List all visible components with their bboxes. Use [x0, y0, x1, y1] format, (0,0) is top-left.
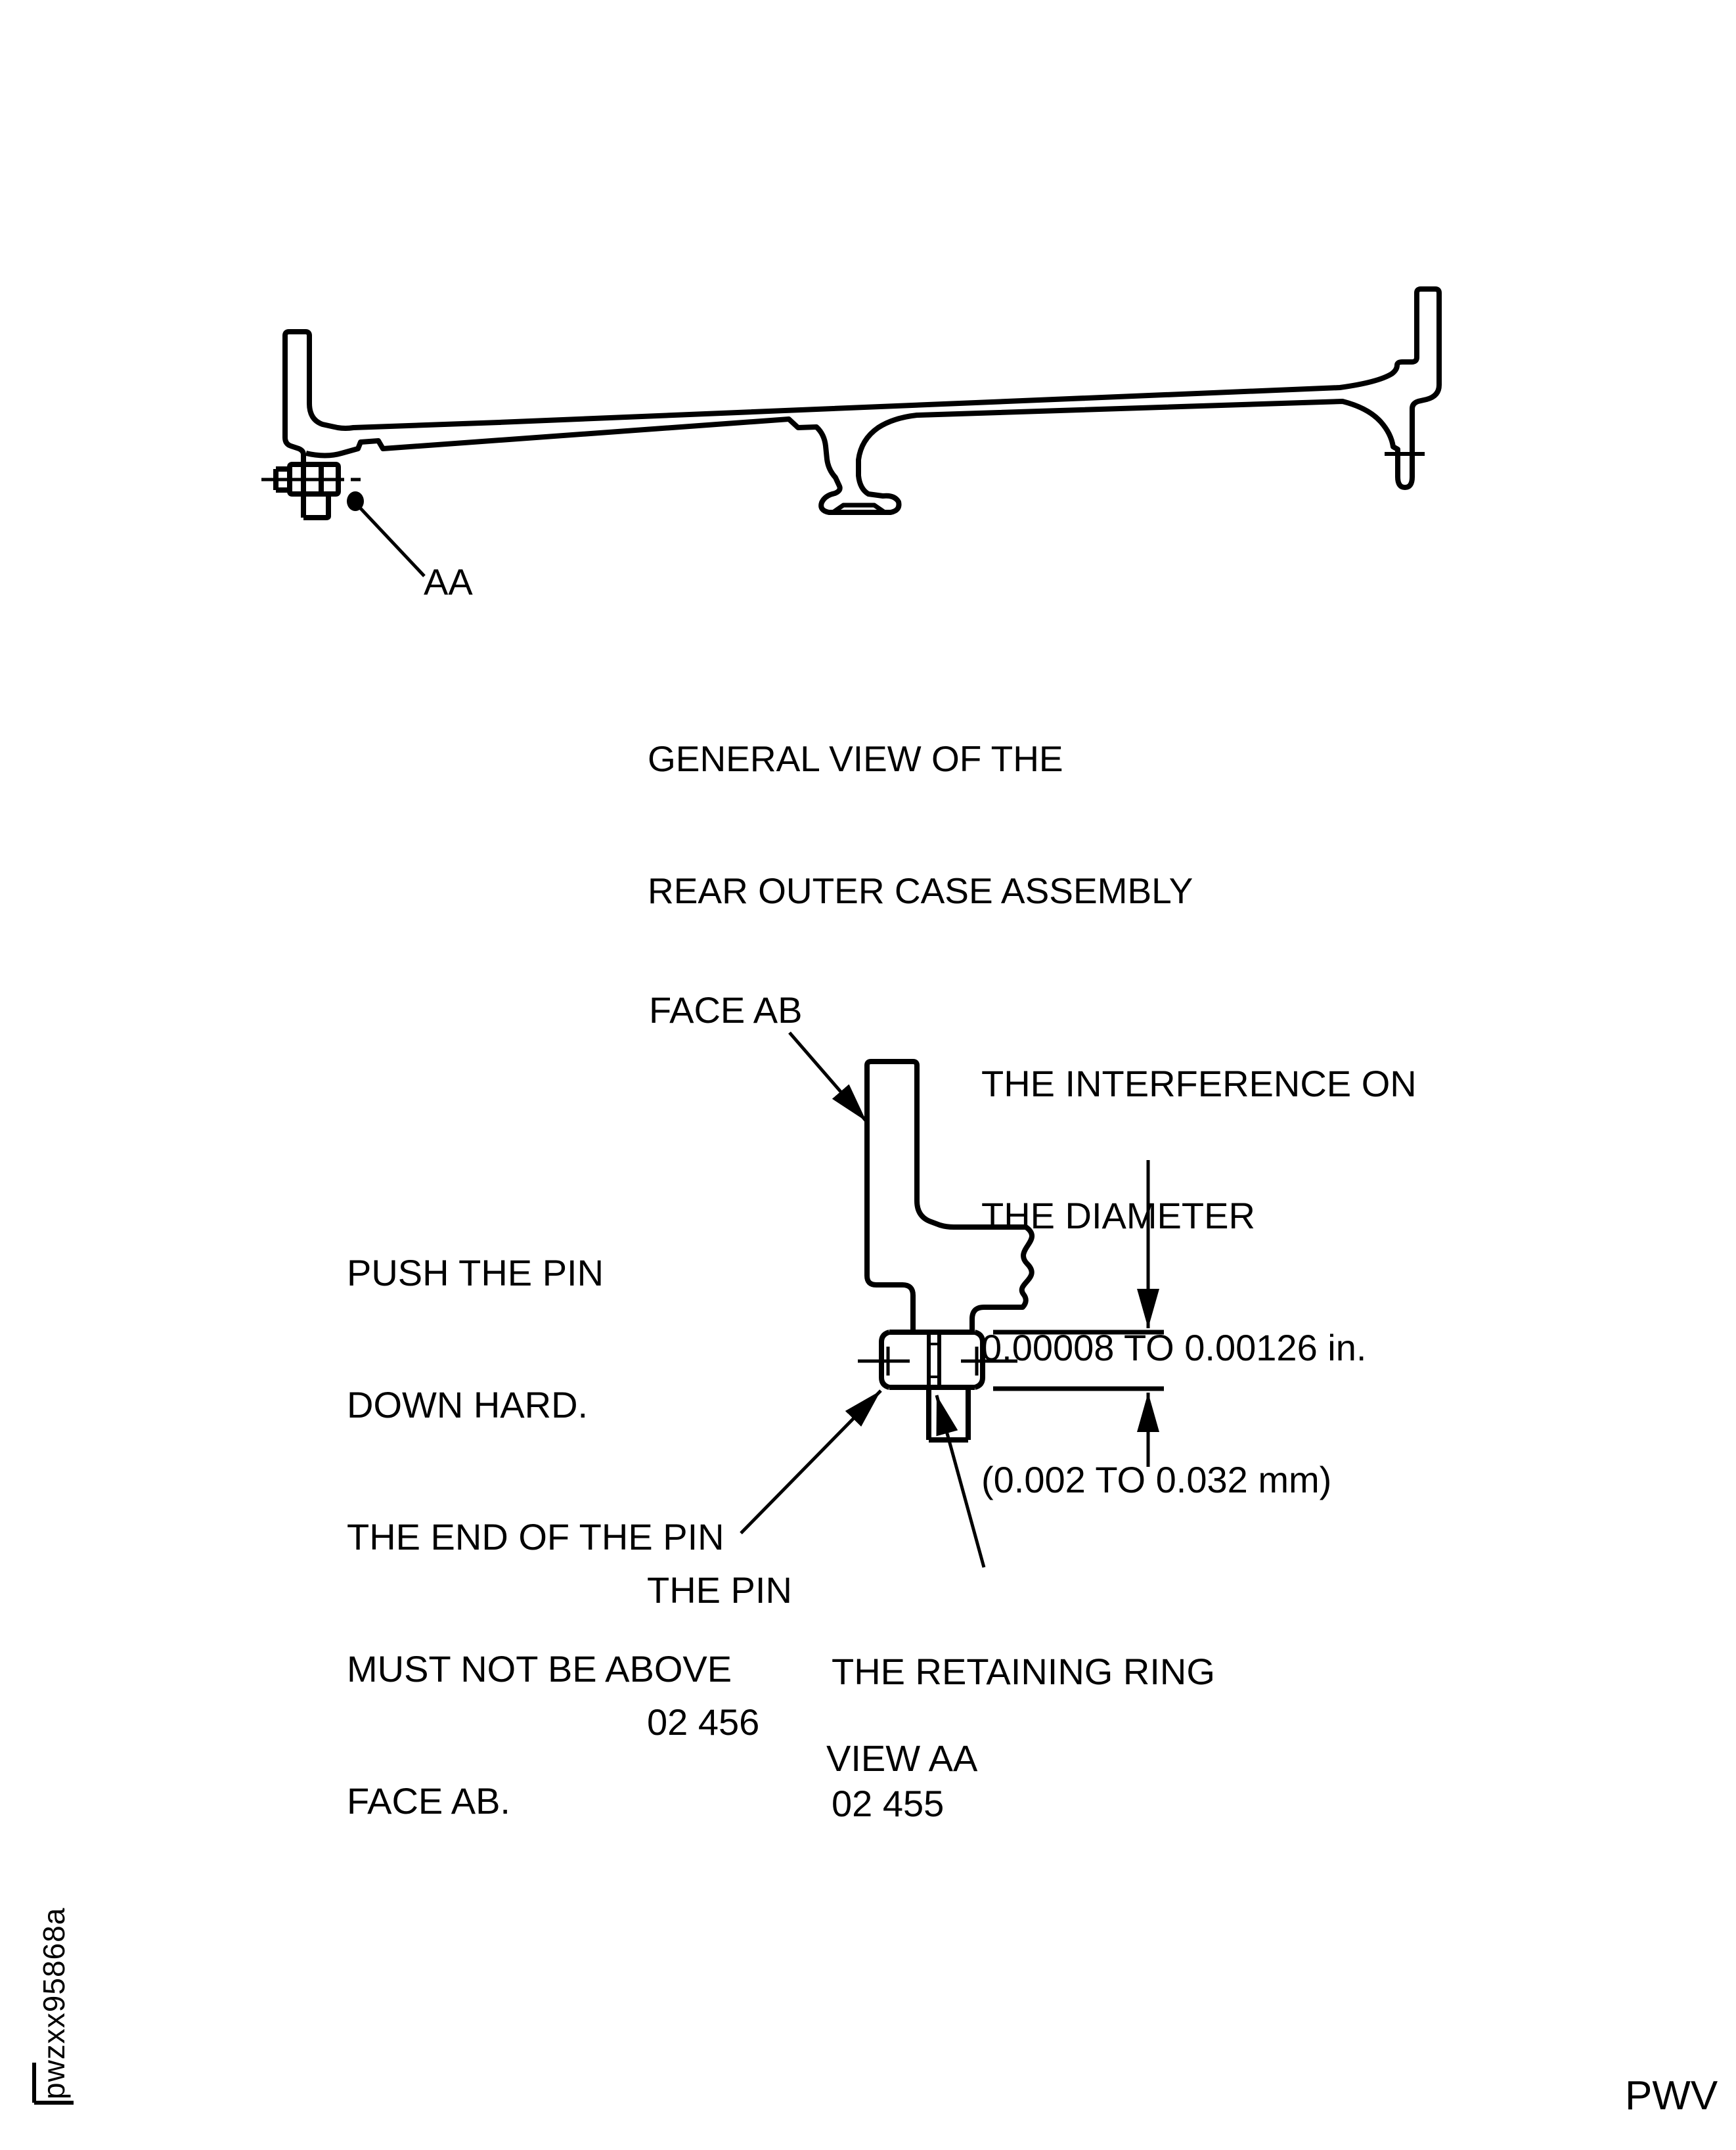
- flange-bolt-detail: [276, 464, 338, 518]
- push-pin-note-line1: PUSH THE PIN: [347, 1252, 604, 1293]
- push-pin-note-line2: DOWN HARD.: [347, 1384, 589, 1425]
- general-view-caption-line2: REAR OUTER CASE ASSEMBLY: [648, 870, 1193, 911]
- pin-part-label-line2: 02 456: [647, 1701, 760, 1743]
- pin-part-label: [647, 1480, 792, 1832]
- push-pin-note-line4: MUST NOT BE ABOVE: [347, 1648, 732, 1690]
- interference-note-line2: THE DIAMETER: [981, 1195, 1255, 1236]
- retaining-ring-leader-line: [937, 1395, 984, 1567]
- case-cross-section-outline: [285, 289, 1439, 518]
- retaining-ring-part-label-line2: 02 455: [832, 1783, 945, 1824]
- pin-part-label-line1: THE PIN: [647, 1569, 792, 1611]
- interference-note: [981, 974, 1417, 1590]
- interference-note-line3: 0.00008 TO 0.00126 in.: [981, 1327, 1367, 1368]
- general-view-caption-line1: GENERAL VIEW OF THE: [648, 738, 1063, 779]
- detail-callout-label: AA: [424, 561, 473, 602]
- retaining-ring-part-label-line1: THE RETAINING RING: [832, 1651, 1215, 1692]
- pin-lower-stub: [929, 1387, 968, 1440]
- face-ab-leader-line: [790, 1033, 866, 1121]
- callout-aa-leader-line: [361, 508, 424, 576]
- view-aa-caption: VIEW AA: [826, 1737, 978, 1779]
- face-ab-label: FACE AB: [649, 989, 803, 1031]
- retaining-ring-lines: [929, 1332, 939, 1387]
- interference-note-line4: (0.002 TO 0.032 mm): [981, 1459, 1332, 1500]
- general-view-caption: [648, 649, 1193, 1001]
- push-pin-note-line3: THE END OF THE PIN: [347, 1516, 724, 1557]
- interference-note-line1: THE INTERFERENCE ON: [981, 1063, 1417, 1104]
- push-pin-note-line5: FACE AB.: [347, 1780, 510, 1822]
- figure-sidemark: pwzxx95868a: [37, 1907, 71, 2099]
- publication-code: PWV: [1625, 2073, 1718, 2118]
- general-view-drawing: [261, 289, 1439, 576]
